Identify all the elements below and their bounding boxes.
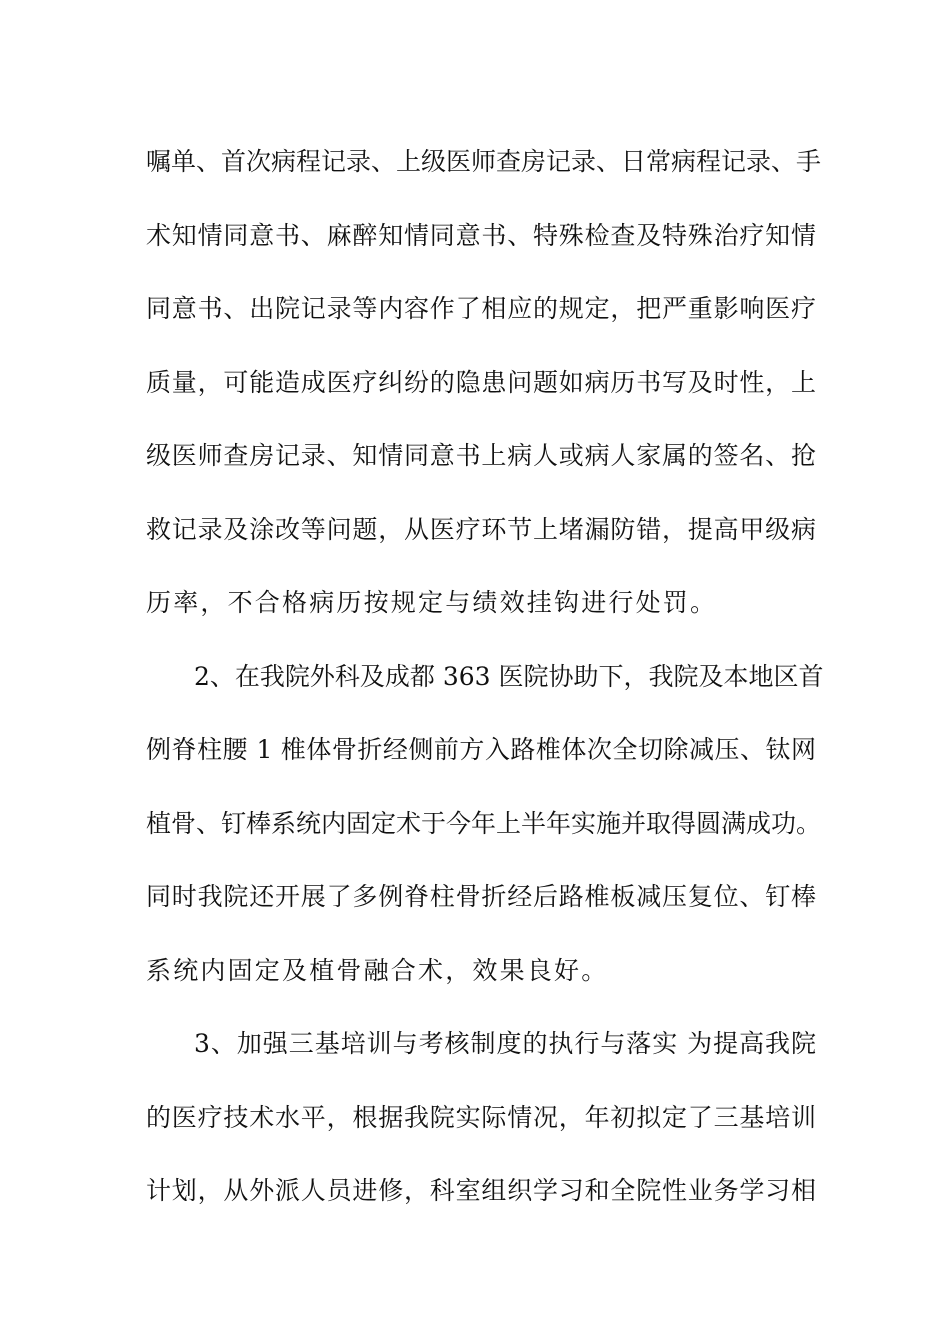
text-line: 术知情同意书、麻醉知情同意书、特殊检查及特殊治疗知情: [146, 220, 816, 250]
text-line: 级医师查房记录、知情同意书上病人或病人家属的签名、抢: [146, 441, 816, 470]
text-line: 同意书、出院记录等内容作了相应的规定，把严重影响医疗: [146, 294, 816, 323]
text-line: 嘱单、首次病程记录、上级医师查房记录、日常病程记录、手: [146, 147, 822, 176]
text-line: 例脊柱腰 1 椎体骨折经侧前方入路椎体次全切除减压、钛网: [146, 735, 816, 764]
text-line: 植骨、钉棒系统内固定术于今年上半年实施并取得圆满成功。: [146, 808, 822, 838]
paragraph-start-line: 2、在我院外科及成都 363 医院协助下，我院及本地区首: [194, 661, 824, 691]
text-line: 救记录及涂改等问题，从医疗环节上堵漏防错，提高甲级病: [146, 514, 816, 544]
body-text: [146, 125, 824, 1228]
text-line: 计划，从外派人员进修，科室组织学习和全院性业务学习相: [146, 1176, 816, 1205]
text-line: 系统内固定及植骨融合术，效果良好。: [146, 955, 609, 985]
text-line: 的医疗技术水平，根据我院实际情况，年初拟定了三基培训: [146, 1102, 816, 1132]
paragraph-start-line: 3、加强三基培训与考核制度的执行与落实 为提高我院: [194, 1029, 816, 1058]
text-line: 质量，可能造成医疗纠纷的隐患问题如病历书写及时性，上: [146, 367, 816, 397]
text-line: 同时我院还开展了多例脊柱骨折经后路椎板减压复位、钉棒: [146, 882, 816, 911]
text-line: 历率，不合格病历按规定与绩效挂钩进行处罚。: [146, 588, 718, 617]
